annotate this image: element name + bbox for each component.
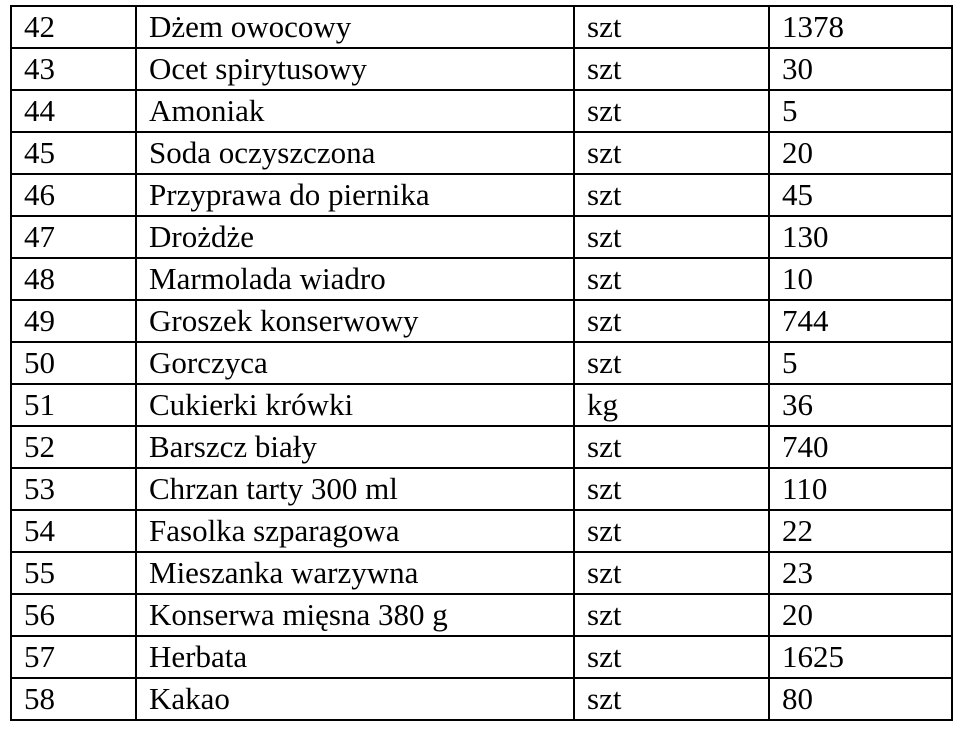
- unit: szt: [574, 510, 769, 552]
- quantity: 110: [769, 468, 952, 510]
- row-number: 58: [11, 678, 136, 720]
- unit: szt: [574, 132, 769, 174]
- row-number: 48: [11, 258, 136, 300]
- unit: szt: [574, 552, 769, 594]
- product-name: Konserwa mięsna 380 g: [136, 594, 574, 636]
- row-number: 54: [11, 510, 136, 552]
- row-number: 51: [11, 384, 136, 426]
- quantity: 1625: [769, 636, 952, 678]
- product-name: Soda oczyszczona: [136, 132, 574, 174]
- table-row: [11, 594, 952, 636]
- unit: szt: [574, 300, 769, 342]
- row-number: 55: [11, 552, 136, 594]
- unit: szt: [574, 342, 769, 384]
- table-row: [11, 426, 952, 468]
- unit: szt: [574, 594, 769, 636]
- unit: szt: [574, 216, 769, 258]
- quantity: 22: [769, 510, 952, 552]
- quantity: 45: [769, 174, 952, 216]
- product-name: Herbata: [136, 636, 574, 678]
- table-row: [11, 300, 952, 342]
- quantity: 36: [769, 384, 952, 426]
- quantity: 5: [769, 90, 952, 132]
- row-number: 50: [11, 342, 136, 384]
- unit: szt: [574, 90, 769, 132]
- quantity: 740: [769, 426, 952, 468]
- product-name: Dżem owocowy: [136, 6, 574, 48]
- row-number: 47: [11, 216, 136, 258]
- product-name: Gorczyca: [136, 342, 574, 384]
- unit: szt: [574, 426, 769, 468]
- product-name: Przyprawa do piernika: [136, 174, 574, 216]
- row-number: 52: [11, 426, 136, 468]
- quantity: 30: [769, 48, 952, 90]
- quantity: 10: [769, 258, 952, 300]
- quantity: 20: [769, 132, 952, 174]
- quantity: 20: [769, 594, 952, 636]
- table-row: [11, 48, 952, 90]
- unit: szt: [574, 258, 769, 300]
- product-name: Drożdże: [136, 216, 574, 258]
- row-number: 43: [11, 48, 136, 90]
- table-row: [11, 90, 952, 132]
- product-name: Fasolka szparagowa: [136, 510, 574, 552]
- table-row: [11, 468, 952, 510]
- row-number: 57: [11, 636, 136, 678]
- unit: szt: [574, 636, 769, 678]
- unit: kg: [574, 384, 769, 426]
- unit: szt: [574, 678, 769, 720]
- product-name: Chrzan tarty 300 ml: [136, 468, 574, 510]
- table-row: [11, 384, 952, 426]
- table-row: [11, 174, 952, 216]
- table-row: [11, 258, 952, 300]
- product-name: Cukierki krówki: [136, 384, 574, 426]
- quantity: 744: [769, 300, 952, 342]
- product-name: Groszek konserwowy: [136, 300, 574, 342]
- product-name: Mieszanka warzywna: [136, 552, 574, 594]
- product-table: [10, 5, 953, 721]
- product-table-body: [11, 6, 952, 720]
- row-number: 53: [11, 468, 136, 510]
- table-row: [11, 342, 952, 384]
- row-number: 49: [11, 300, 136, 342]
- quantity: 1378: [769, 6, 952, 48]
- table-row: [11, 6, 952, 48]
- table-row: [11, 132, 952, 174]
- row-number: 56: [11, 594, 136, 636]
- row-number: 46: [11, 174, 136, 216]
- table-row: [11, 552, 952, 594]
- table-row: [11, 216, 952, 258]
- row-number: 42: [11, 6, 136, 48]
- product-name: Marmolada wiadro: [136, 258, 574, 300]
- table-row: [11, 510, 952, 552]
- quantity: 130: [769, 216, 952, 258]
- product-name: Ocet spirytusowy: [136, 48, 574, 90]
- product-name: Barszcz biały: [136, 426, 574, 468]
- table-row: [11, 678, 952, 720]
- unit: szt: [574, 6, 769, 48]
- quantity: 23: [769, 552, 952, 594]
- unit: szt: [574, 174, 769, 216]
- table-row: [11, 636, 952, 678]
- product-name: Amoniak: [136, 90, 574, 132]
- row-number: 44: [11, 90, 136, 132]
- unit: szt: [574, 468, 769, 510]
- quantity: 5: [769, 342, 952, 384]
- unit: szt: [574, 48, 769, 90]
- product-name: Kakao: [136, 678, 574, 720]
- quantity: 80: [769, 678, 952, 720]
- row-number: 45: [11, 132, 136, 174]
